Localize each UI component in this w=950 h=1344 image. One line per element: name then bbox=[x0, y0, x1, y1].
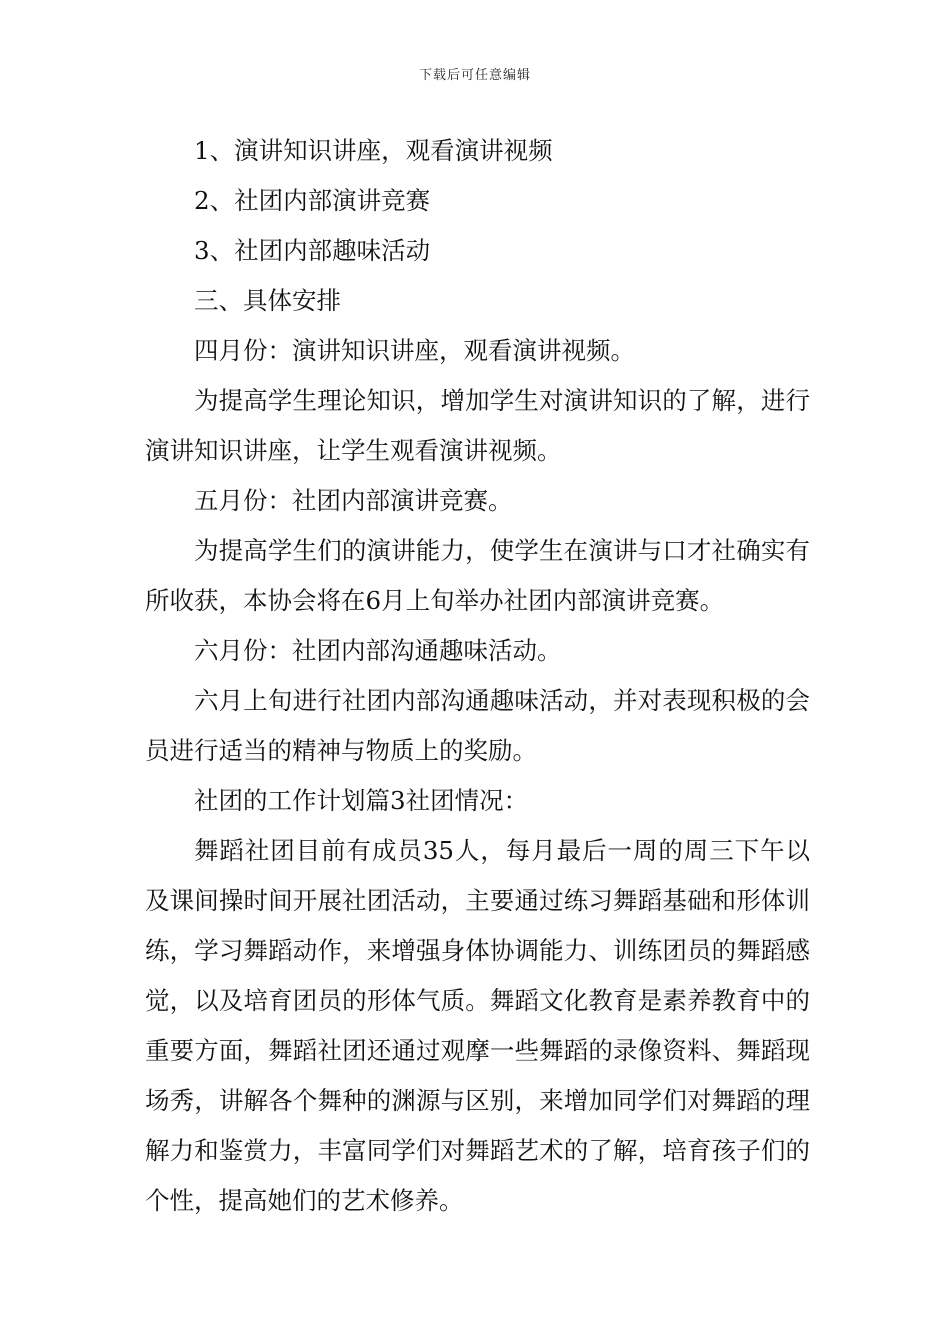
plan-3-heading: 社团的工作计划篇3社团情况： bbox=[194, 786, 529, 815]
section-heading: 三、具体安排 bbox=[194, 286, 341, 315]
list-item-2: 2、社团内部演讲竞赛 bbox=[194, 186, 431, 215]
may-paragraph: 为提高学生们的演讲能力，使学生在演讲与口才社确实有所收获，本协会将在6月上旬举办社团内部演讲竞赛。 bbox=[145, 536, 810, 615]
april-heading: 四月份：演讲知识讲座，观看演讲视频。 bbox=[194, 336, 635, 365]
page-header: 下载后可任意编辑 bbox=[418, 68, 531, 83]
dance-club-paragraph: 舞蹈社团目前有成员35人，每月最后一周的周三下午以及课间操时间开展社团活动，主要通过练习舞蹈基础和形体训练，学习舞蹈动作，来增强身体协调能力、训练团员的舞蹈感觉，以及培育团员的形体气质。舞蹈文化教育是素养教育中的重要方面，舞蹈社团还通过观摩一些舞蹈的录像资料、舞蹈现场秀，讲解各个舞种的渊源与区别，来增加同学们对舞蹈的理解力和鉴赏力，丰富同学们对舞蹈艺术的了解，培育孩子们的个性，提高她们的艺术修养。 bbox=[145, 836, 810, 1215]
june-heading: 六月份：社团内部沟通趣味活动。 bbox=[194, 636, 562, 665]
may-heading: 五月份：社团内部演讲竞赛。 bbox=[194, 486, 513, 515]
june-paragraph: 六月上旬进行社团内部沟通趣味活动，并对表现积极的会员进行适当的精神与物质上的奖励。 bbox=[145, 686, 810, 765]
april-paragraph: 为提高学生理论知识，增加学生对演讲知识的了解，进行演讲知识讲座，让学生观看演讲视频。 bbox=[145, 386, 810, 465]
document-body bbox=[145, 126, 810, 1226]
list-item-1: 1、演讲知识讲座，观看演讲视频 bbox=[194, 136, 553, 165]
list-item-3: 3、社团内部趣味活动 bbox=[194, 236, 431, 265]
